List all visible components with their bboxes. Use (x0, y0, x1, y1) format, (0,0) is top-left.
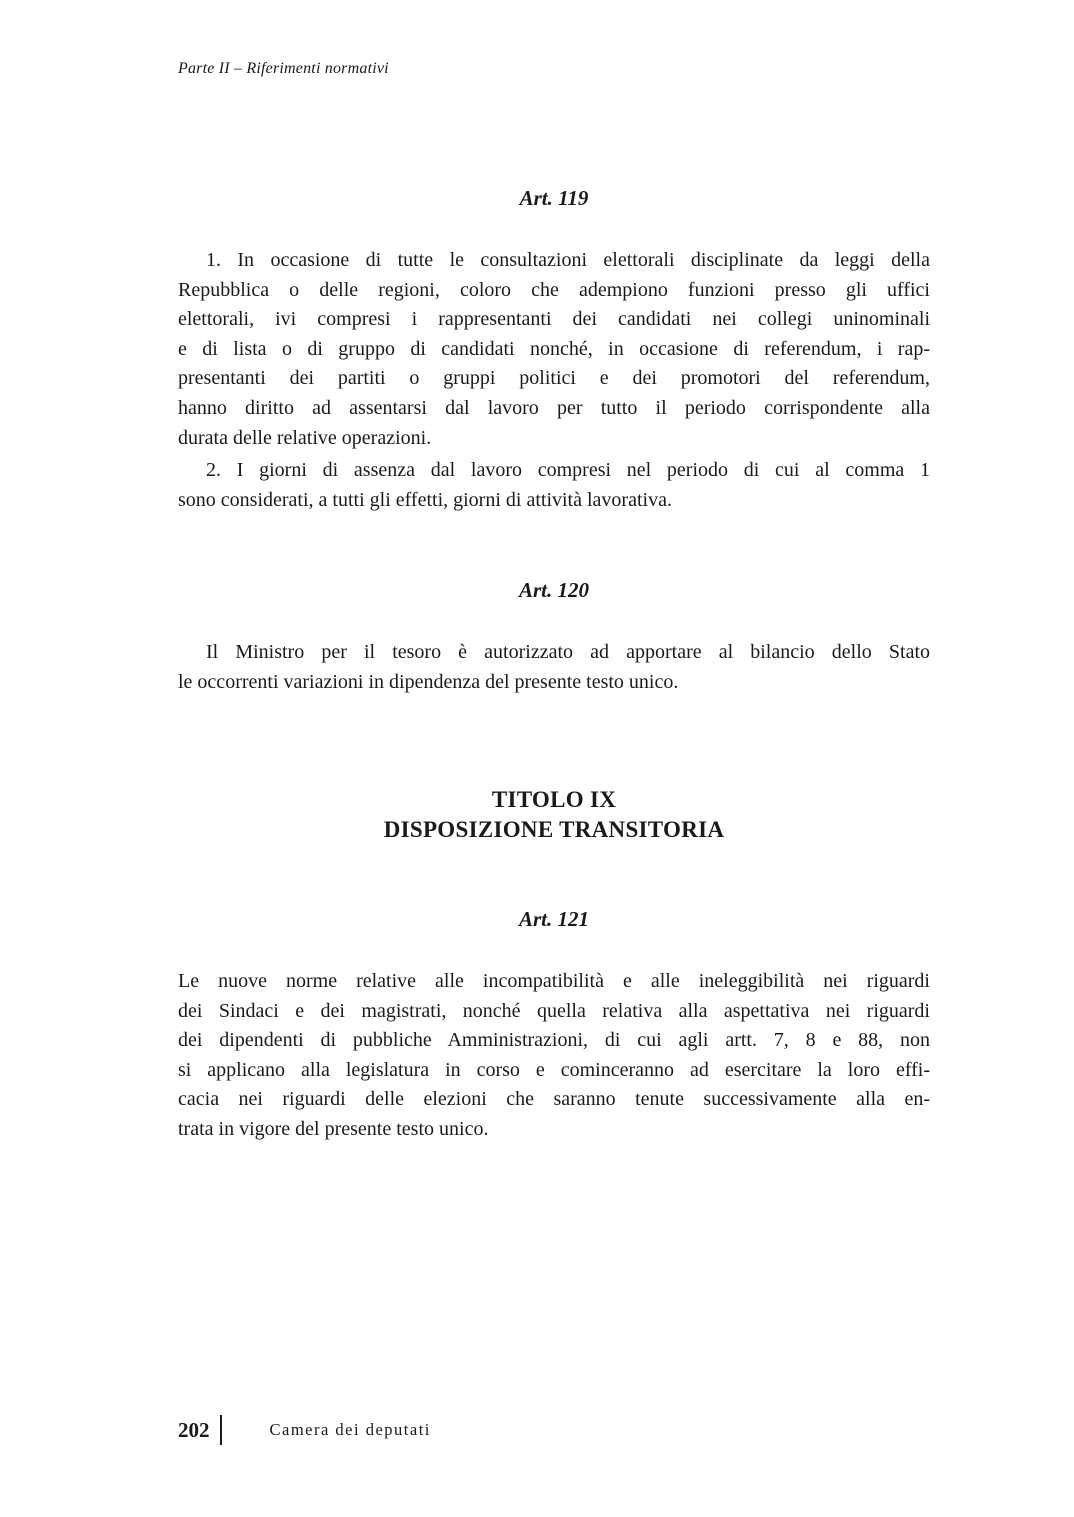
text-line: si applicano alla legislatura in corso e cominceranno ad esercitare la loro effi- (178, 1058, 930, 1081)
text-line: Il Ministro per il tesoro è autorizzato ad apportare al bilancio dello Stato (206, 641, 930, 663)
text-line: presentanti dei partiti o gruppi politici e dei promotori del referendum, (178, 367, 930, 390)
article-119-paragraph-1 (178, 246, 930, 453)
text-line: dei Sindaci e dei magistrati, nonché quella relativa alla aspettativa nei riguardi (178, 999, 930, 1022)
text-line: 1. In occasione di tutte le consultazioni elettorali disciplinate da leggi della (206, 249, 930, 271)
text-line: trata in vigore del presente testo unico. (178, 1117, 489, 1140)
text-line: e di lista o di gruppo di candidati nonché, in occasione di referendum, i rap- (178, 337, 930, 360)
article-title-119: Art. 119 (519, 186, 589, 210)
article-120-paragraph (178, 638, 930, 697)
titolo-ix-line: TITOLO IX (491, 787, 617, 812)
article-121-paragraph (178, 967, 930, 1145)
text-line: durata delle relative operazioni. (178, 426, 432, 449)
article-119-paragraph-2 (178, 456, 930, 515)
footer-divider (220, 1415, 222, 1445)
publisher-name: Camera dei deputati (269, 1420, 431, 1439)
text-line: Repubblica o delle regioni, coloro che adempiono funzioni presso gli uffici (178, 278, 930, 301)
text-line: Le nuove norme relative alle incompatibilità e alle ineleggibilità nei riguardi (178, 970, 930, 992)
text-line: le occorrenti variazioni in dipendenza del presente testo unico. (178, 670, 679, 693)
running-header: Parte II – Riferimenti normativi (178, 60, 389, 77)
text-line: sono considerati, a tutti gli effetti, giorni di attività lavorativa. (178, 488, 672, 511)
titolo-ix-heading (178, 785, 930, 845)
article-title-121: Art. 121 (518, 907, 589, 931)
text-line: hanno diritto ad assentarsi dal lavoro per tutto il periodo corrispondente alla (178, 396, 930, 419)
page-footer (178, 1415, 930, 1445)
article-title-120: Art. 120 (518, 578, 589, 602)
text-line: 2. I giorni di assenza dal lavoro compresi nel periodo di cui al comma 1 (206, 459, 930, 481)
disposizione-transitoria-line: DISPOSIZIONE TRANSITORIA (383, 817, 725, 842)
text-line: dei dipendenti di pubbliche Amministrazioni, di cui agli artt. 7, 8 e 88, non (178, 1029, 930, 1052)
text-line: elettorali, ivi compresi i rappresentanti dei candidati nei collegi uninominali (178, 308, 930, 331)
text-line: cacia nei riguardi delle elezioni che saranno tenute successivamente alla en- (178, 1088, 930, 1111)
page-number: 202 (178, 1417, 210, 1442)
